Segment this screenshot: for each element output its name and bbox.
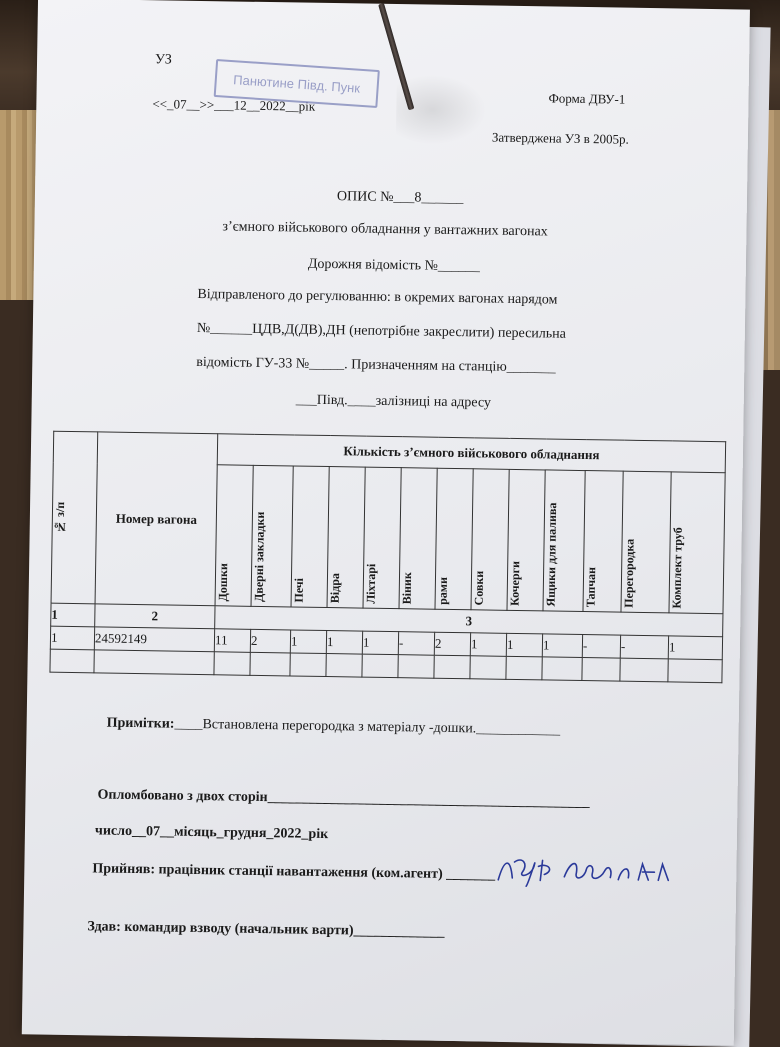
org-label: УЗ <box>154 52 172 68</box>
signature-graphic <box>492 850 683 893</box>
opys-title: ОПИС №___8______ <box>336 189 464 207</box>
header-item-cell <box>327 467 365 609</box>
notes-line <box>107 716 561 739</box>
row-value: 1 <box>506 633 542 657</box>
roadsheet-line: Дорожня відомість №______ <box>307 256 480 275</box>
notes-text: ____Встановлена перегородка з матеріалу -дошки.____________ <box>174 716 561 738</box>
header-item: Віник <box>399 572 415 605</box>
address-line: ___Півд.____залізниці на адресу <box>295 392 492 411</box>
header-item: Перегородка <box>621 538 637 608</box>
order-line: №______ЦДВ,Д(ДВ),ДН (непотрібне закреслити) пересильна <box>196 320 567 342</box>
row-value: - <box>620 635 668 659</box>
header-item-cell <box>251 465 293 607</box>
sent-line: Відправленого до регулюванню: в окремих вагонах нарядом <box>197 286 558 308</box>
row-value: 11 <box>214 629 250 653</box>
header-item-cell <box>471 469 509 611</box>
row-value: - <box>398 632 434 656</box>
header-item-cell <box>399 468 437 610</box>
row-value: 1 <box>668 636 722 660</box>
document-sheet <box>22 0 750 1045</box>
row-num: 1 <box>50 626 94 650</box>
row-value: 1 <box>470 633 506 657</box>
header-wagon: Номер вагона <box>95 432 218 606</box>
header-item: Дверні закладки <box>251 511 268 603</box>
notes-label: Примітки: <box>106 715 175 732</box>
header-item-cell <box>291 466 329 608</box>
header-item-cell <box>363 467 401 609</box>
handed-line: Здав: командир взводу (начальник варти)_____________ <box>87 919 445 940</box>
header-item-cell <box>583 471 623 613</box>
header-item-cell <box>435 468 473 610</box>
header-item-cell <box>215 465 253 607</box>
accepted-line: Прийняв: працівник станції навантаження (ком.агент) _______ <box>92 861 496 883</box>
header-item: Совки <box>471 570 487 606</box>
doc-subtitle: з’ємного військового обладнання у вантажних вагонах <box>222 219 548 240</box>
row-value: - <box>582 635 620 659</box>
row-value: 1 <box>326 631 362 655</box>
header-group: Кількість з’ємного військового обладнання <box>217 434 725 473</box>
sealed-line: Опломбовано з двох сторін______________________________________________ <box>97 787 590 811</box>
header-item: Тапчан <box>583 566 599 608</box>
header-item: Ящики для палива <box>543 502 560 607</box>
header-item: Комплект труб <box>669 527 685 609</box>
handwritten-signature <box>492 850 683 898</box>
header-num-cell <box>51 431 98 604</box>
index-cell: 1 <box>51 603 95 627</box>
gu-line: відомість ГУ-33 №_____. Призначенням на станцію_______ <box>196 354 556 376</box>
header-item: Ліхтарі <box>363 563 379 604</box>
header-item: Дошки <box>215 563 231 602</box>
header-item-cell <box>543 470 585 612</box>
header-date: <<_07__>>___12__2022__рік <box>152 96 316 114</box>
approved-label: Затверджена УЗ в 2005р. <box>491 129 629 147</box>
stamp-text: Панютине Півд. Пунк <box>232 71 361 96</box>
row-value: 1 <box>542 634 582 658</box>
equipment-table <box>49 431 726 684</box>
header-item-cell <box>507 469 545 611</box>
header-item: рами <box>435 576 451 605</box>
row-value: 2 <box>434 632 470 656</box>
index-cell: 2 <box>95 604 215 629</box>
row-value: 2 <box>250 629 290 653</box>
footer-date: число__07__місяць_грудня_2022_рік <box>94 823 329 843</box>
header-item-cell <box>669 472 725 614</box>
header-item: Кочерги <box>507 560 523 607</box>
header-item-cell <box>621 471 671 613</box>
header-num: № з/п <box>52 502 68 535</box>
header-item: Печі <box>291 577 306 603</box>
row-wagon: 24592149 <box>94 627 214 652</box>
form-label: Форма ДВУ-1 <box>548 90 626 107</box>
index-cell: 3 <box>215 606 723 637</box>
header-item: Відра <box>327 572 343 604</box>
row-value: 1 <box>362 631 398 655</box>
row-value: 1 <box>290 630 326 654</box>
